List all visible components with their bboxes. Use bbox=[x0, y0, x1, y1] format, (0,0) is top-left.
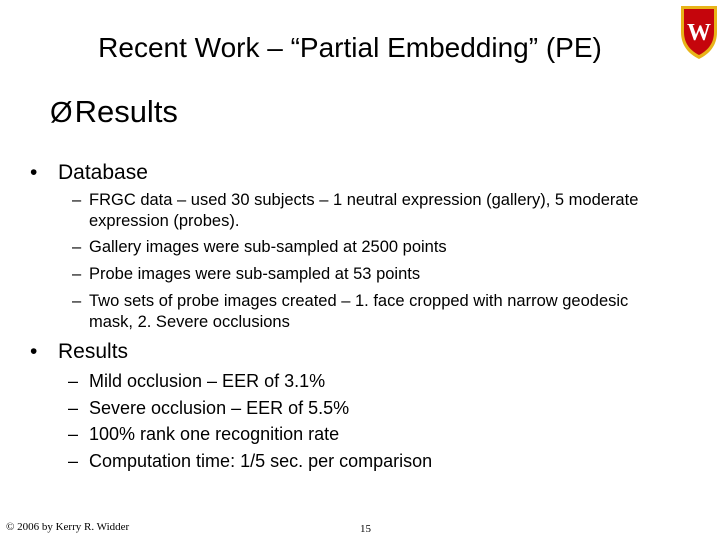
bullet-dot: • bbox=[30, 340, 38, 363]
list-item bbox=[72, 190, 672, 232]
bullet-database bbox=[30, 160, 148, 186]
bullet-label: Database bbox=[58, 161, 148, 184]
list-item bbox=[72, 237, 672, 258]
section-heading bbox=[50, 92, 178, 133]
bullet-label: Results bbox=[58, 340, 129, 363]
dash: – bbox=[72, 191, 82, 209]
list-item-text: Two sets of probe images created – 1. face cropped with narrow geodesic mask, 2. Severe occlusions bbox=[89, 292, 629, 331]
list-item-text: Mild occlusion – EER of 3.1% bbox=[89, 371, 326, 391]
dash: – bbox=[68, 371, 79, 391]
list-item bbox=[68, 396, 668, 420]
dash: – bbox=[72, 292, 82, 310]
copyright-footer: © 2006 by Kerry R. Widder bbox=[6, 521, 130, 533]
list-item bbox=[68, 369, 668, 393]
list-item bbox=[68, 449, 668, 473]
dash: – bbox=[68, 451, 79, 471]
list-item-text: Severe occlusion – EER of 5.5% bbox=[89, 398, 350, 418]
dash: – bbox=[72, 238, 82, 256]
list-item bbox=[72, 264, 672, 285]
list-item-text: Gallery images were sub-sampled at 2500 points bbox=[89, 238, 447, 256]
list-item-text: FRGC data – used 30 subjects – 1 neutral expression (gallery), 5 moderate expression (probes). bbox=[89, 191, 639, 230]
bullet-dot: • bbox=[30, 161, 38, 184]
university-crest-icon bbox=[678, 2, 720, 62]
page-number: 15 bbox=[360, 523, 371, 535]
arrow-bullet: Ø bbox=[50, 97, 73, 129]
list-item bbox=[68, 422, 668, 446]
bullet-results bbox=[30, 339, 128, 365]
list-item bbox=[72, 291, 672, 333]
list-item-text: Probe images were sub-sampled at 53 points bbox=[89, 265, 421, 283]
dash: – bbox=[72, 265, 82, 283]
list-item-text: 100% rank one recognition rate bbox=[89, 424, 340, 444]
crest-letter: W bbox=[687, 20, 711, 46]
slide-title: Recent Work – “Partial Embedding” (PE) bbox=[98, 32, 602, 63]
dash: – bbox=[68, 424, 79, 444]
list-item-text: Computation time: 1/5 sec. per comparison bbox=[89, 451, 433, 471]
dash: – bbox=[68, 398, 79, 418]
section-heading-text: Results bbox=[74, 94, 178, 129]
